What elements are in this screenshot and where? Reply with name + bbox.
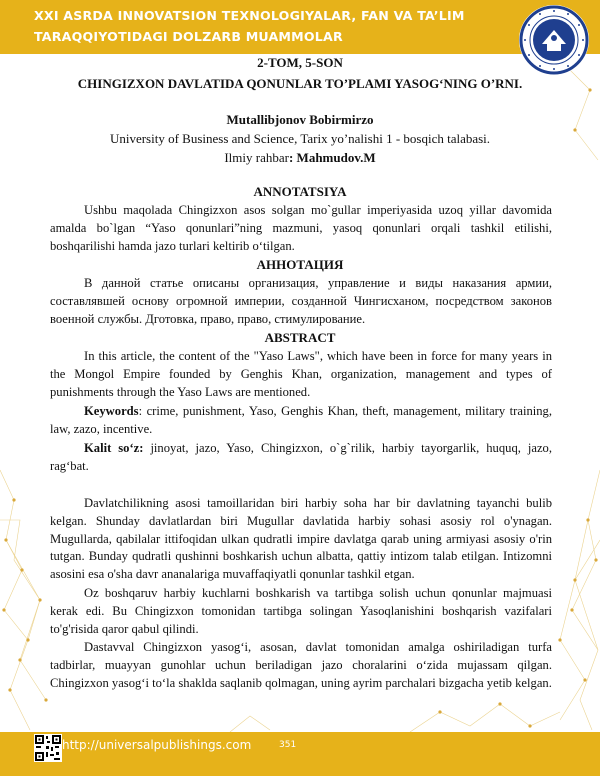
kalit-soz-label: Kalit so‘z:	[84, 441, 144, 455]
journal-title-line-1: XXI ASRDA INNOVATSION TEXNOLOGIYALAR, FAN VA TA’LIM	[34, 8, 465, 23]
annotatsiya-heading: ANNOTATSIYA	[253, 184, 347, 199]
scientific-advisor	[0, 150, 600, 166]
kalit-soz-text: jinoyat, jazo, Yaso, Chingizxon, o`g`rilik, harbiy tayorgarlik, huquq, jazo, rag‘bat.	[50, 441, 553, 473]
author-affiliation: University of Business and Science, Tarix yo’nalishi 1 - bosqich talabasi.	[109, 131, 491, 146]
annotation-ru-heading: АННОТАЦИЯ	[256, 257, 344, 272]
body-paragraph-3: Dastavval Chingizxon yasog‘i, asosan, davlat tomonidan amalga oshiriladigan turfa tadbirlar, muayyan gunohlar uchun beriladigan jazo choralarini o‘zida mujassam qilgan. Chingizxon yasog‘i to‘la shaklda saqlanib qolmagan, uning ayrim parchalari bizgacha yetib kelgan.	[50, 640, 552, 690]
body-paragraph-2: Oz boshqaruv harbiy kuchlarni boshkarish va tartibga solish uchun qonunlar majmuasi kerak edi. Bu Chingizxon tomonidan tartibga solingan Yasoqlanishini boshqarish vazifalari to'g'risida qaror qabul qilindi.	[50, 586, 552, 636]
qr-code-icon	[34, 734, 62, 762]
page-number: 351	[279, 740, 297, 750]
author-name: Mutallibjonov Bobirmirzo	[226, 112, 374, 127]
body-paragraph-1: Davlatchilikning asosi tamoillaridan biri harbiy soha har bir davlatning tayanchi bulib kelgan. Shunday davlatlardan biri Mugullar davlatida harbiy sohasi asosiy rol o'ynagan. Mugullarda, qabilalar ittifoqidan ulkan qudratli impire davlatga qarab uning armiyasi asosiy o'rin tutgan. Bunday qudratli qushinni boshkarish uchun albatta, qattiy intizom talab etilgan. Intizomni asosini esa o'sha davr ananalariga muvaffaqiyatli qonunlar tashkil etgan.	[50, 496, 552, 582]
keywords-label: Keywords	[84, 404, 139, 418]
volume-issue: 2-TOM, 5-SON	[257, 55, 343, 70]
keywords-text: : crime, punishment, Yaso, Genghis Khan, theft, management, military training, law, zazo, incentive.	[50, 404, 552, 436]
journal-header-bar	[0, 0, 600, 54]
annotation-ru-text: В данной статье описаны организация, управление и виды наказания армии, составлявшей основу огромной империи, созданной Чингисханом, посредством законов военной службы. Дготовка, право, право, стимулирование.	[50, 276, 552, 326]
advisor-label: Ilmiy rahbar	[224, 150, 289, 165]
journal-title-line-2: TARAQQIYOTIDAGI DOLZARB MUAMMOLAR	[34, 29, 343, 44]
abstract-heading: ABSTRACT	[264, 330, 336, 345]
keywords-paragraph	[50, 403, 552, 439]
advisor-name: : Mahmudov.M	[288, 150, 376, 165]
website-link[interactable]: http://universalpublishings.com	[62, 738, 252, 752]
journal-title	[34, 5, 534, 47]
annotatsiya-text: Ushbu maqolada Chingizxon asos solgan mo`gullar imperiyasida uzoq yillar davomida amalda bo`lgan “Yaso qonunlari”ning mazmuni, yasoq qonunlari orqali tashkil etilishi, boshqarilishi hamda jazo turlari keltirib o‘tilgan.	[50, 203, 552, 253]
article-title: CHINGIZXON DAVLATIDA QONUNLAR TO’PLAMI YASOG‘NING O’RNI.	[77, 76, 523, 91]
kalit-soz-paragraph	[50, 440, 552, 476]
abstract-text: In this article, the content of the "Yaso Laws", which have been in force for many years in the Mongol Empire founded by Genghis Khan, organization, management and types of punishments through the Yaso Laws are mentioned.	[50, 349, 552, 399]
